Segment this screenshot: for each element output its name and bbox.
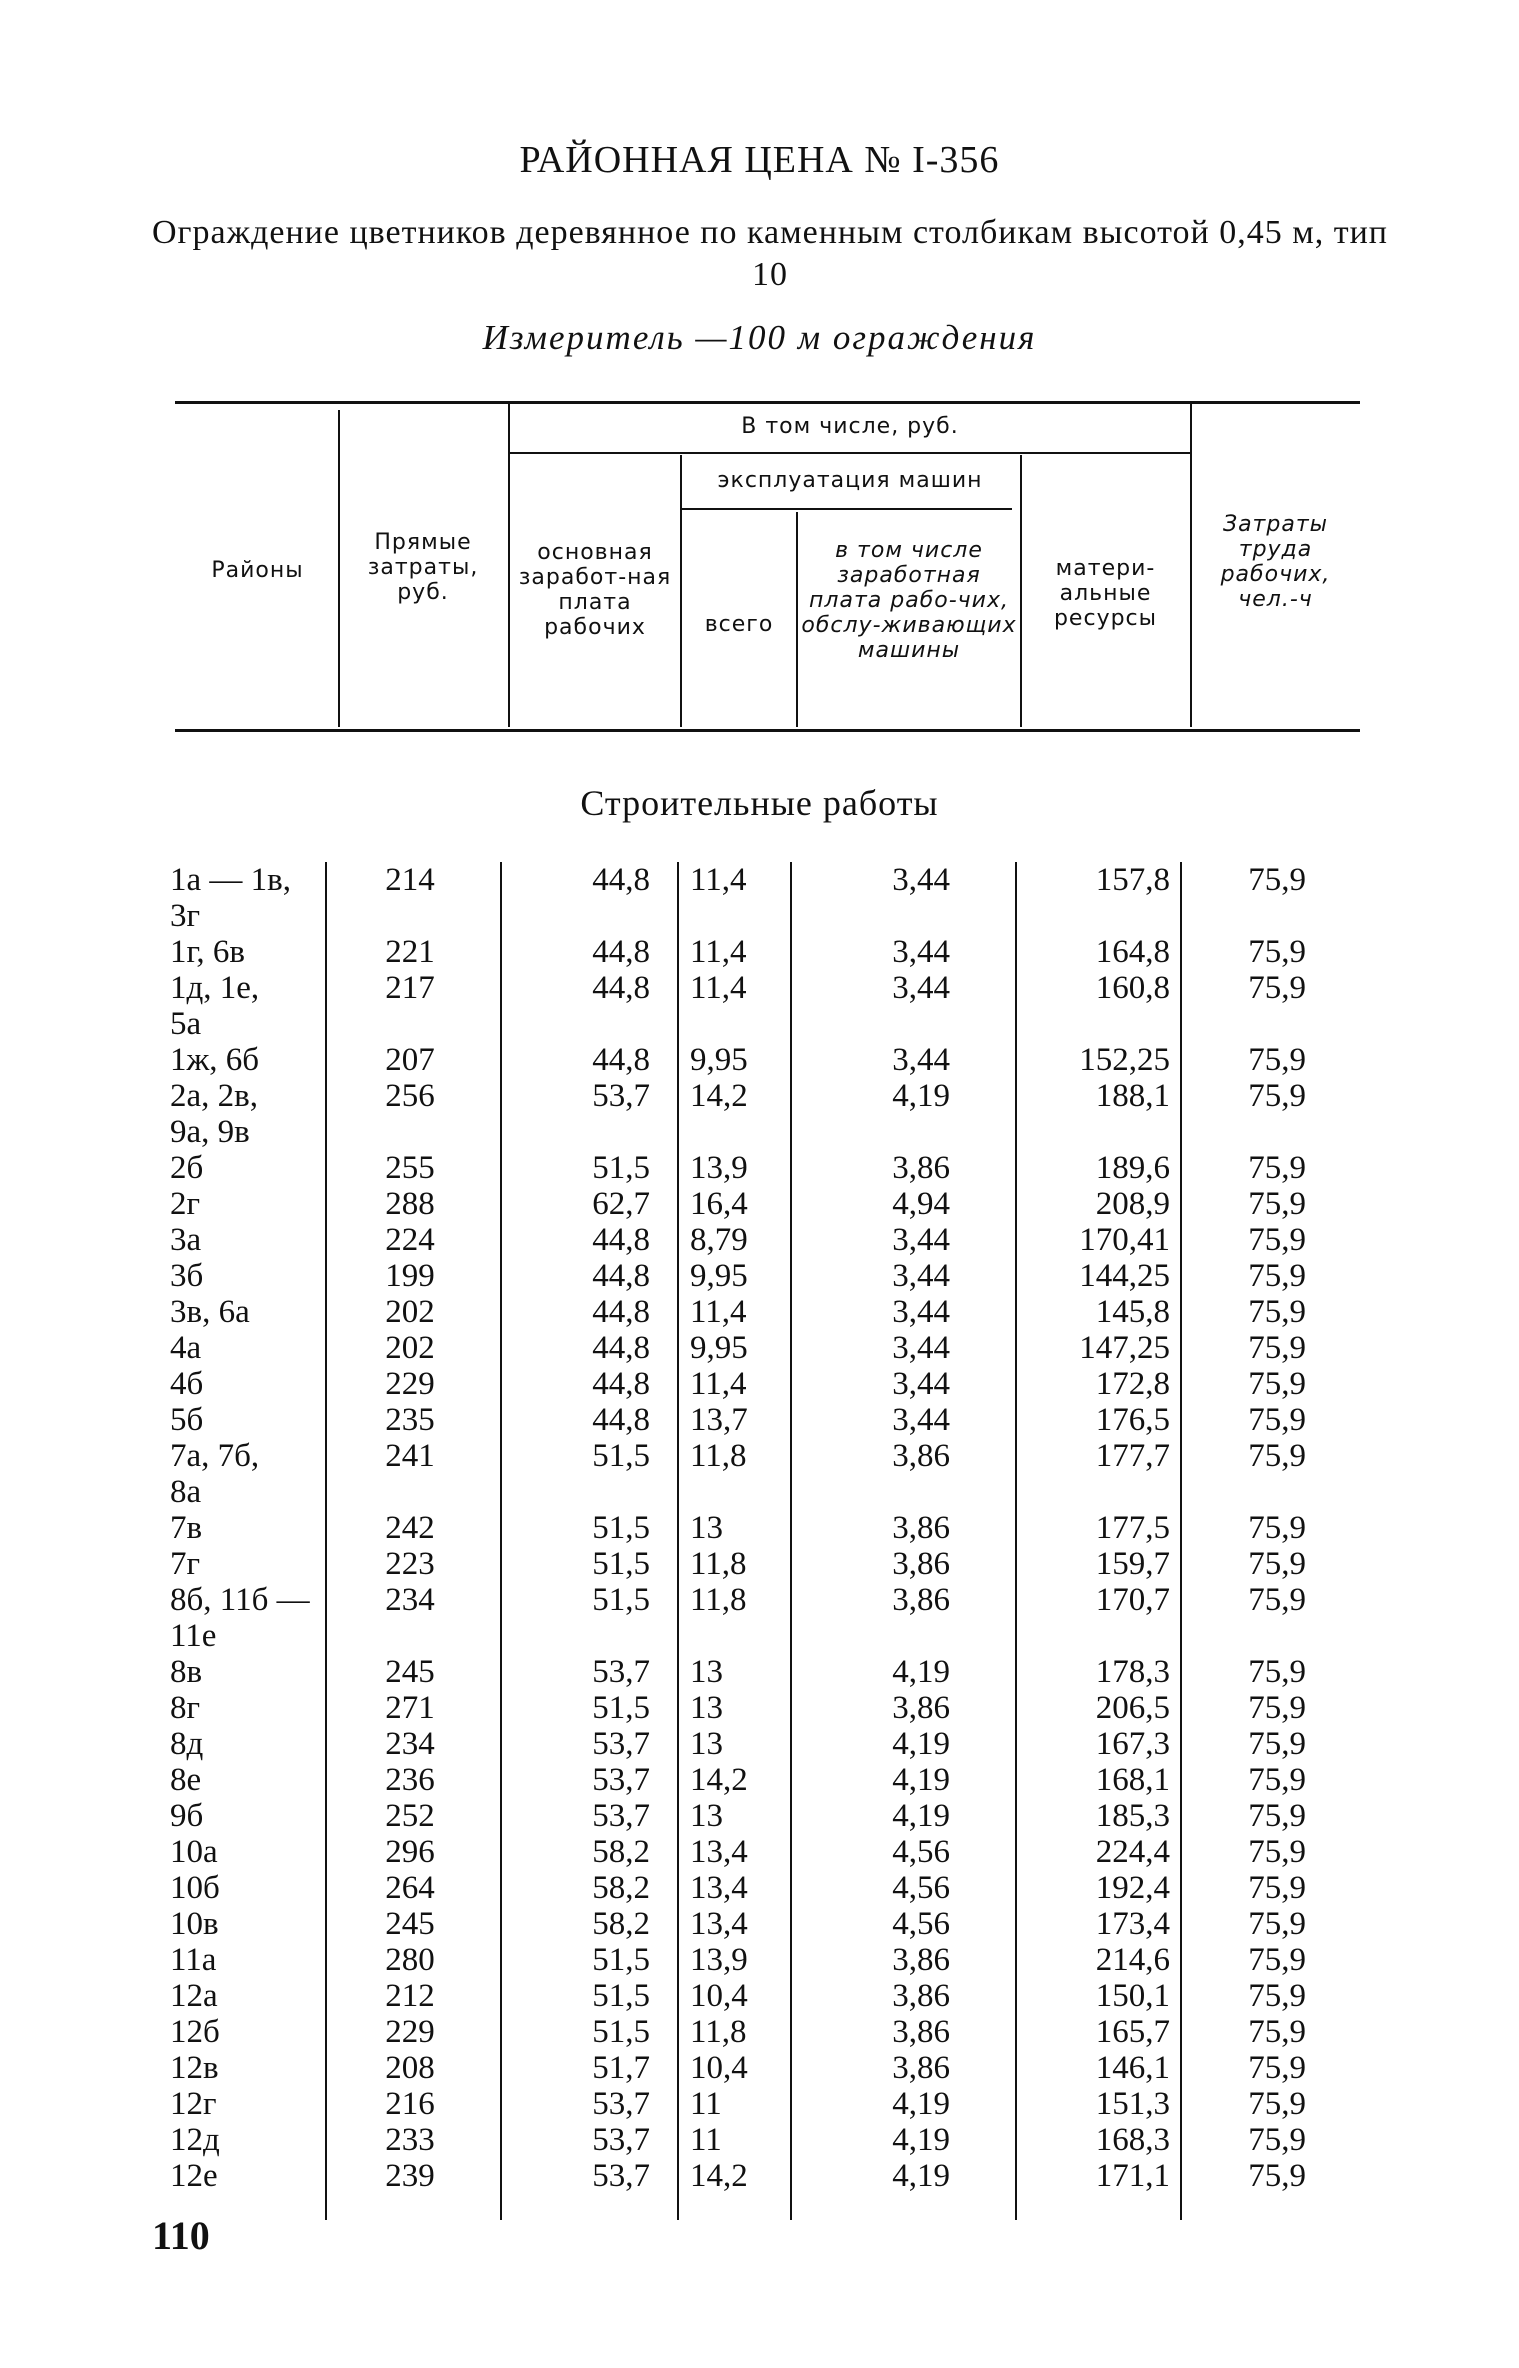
cell-incl-wage: 3,86: [892, 1690, 950, 1726]
cell-direct: 207: [385, 1042, 435, 1078]
cell-machines-total: 11,4: [690, 862, 747, 898]
cell-incl-wage: 3,86: [892, 1978, 950, 2014]
cell-direct: 216: [385, 2086, 435, 2122]
cell-labor: 75,9: [1248, 934, 1306, 970]
cell-region: 7в: [170, 1510, 203, 1546]
cell-machines-total: 8,79: [690, 1222, 748, 1258]
cell-incl-wage: 3,86: [892, 1510, 950, 1546]
cell-direct: 241: [385, 1438, 435, 1474]
cell-machines-total: 13: [690, 1510, 723, 1546]
cell-materials: 206,5: [1095, 1690, 1170, 1726]
cell-labor: 75,9: [1248, 1078, 1306, 1114]
table-row: [0, 1330, 1519, 1366]
header-divider: [796, 512, 798, 727]
cell-base-wage: 44,8: [592, 1366, 650, 1402]
cell-region: 7а, 7б,: [170, 1438, 260, 1474]
cell-direct: 264: [385, 1870, 435, 1906]
cell-region: 3в, 6а: [170, 1294, 250, 1330]
cell-direct: 256: [385, 1078, 435, 1114]
cell-labor: 75,9: [1248, 2014, 1306, 2050]
cell-incl-wage: 3,86: [892, 1942, 950, 1978]
cell-region: 10в: [170, 1906, 219, 1942]
machines-rule: [682, 508, 1012, 510]
cell-labor: 75,9: [1248, 1042, 1306, 1078]
cell-direct: 245: [385, 1654, 435, 1690]
col-header-machines: эксплуатация машин: [717, 468, 983, 493]
cell-machines-total: 13,7: [690, 1402, 748, 1438]
cell-incl-wage: 3,86: [892, 1438, 950, 1474]
cell-labor: 75,9: [1248, 1150, 1306, 1186]
cell-labor: 75,9: [1248, 970, 1306, 1006]
cell-materials: 164,8: [1095, 934, 1170, 970]
cell-base-wage: 53,7: [592, 1078, 650, 1114]
cell-labor: 75,9: [1248, 2086, 1306, 2122]
cell-region: 5а: [170, 1006, 202, 1042]
cell-region: 2г: [170, 1186, 201, 1222]
cell-materials: 150,1: [1095, 1978, 1170, 2014]
cell-machines-total: 14,2: [690, 1078, 748, 1114]
cell-region: 1д, 1е,: [170, 970, 260, 1006]
cell-incl-wage: 4,19: [892, 2086, 950, 2122]
cell-materials: 172,8: [1095, 1366, 1170, 1402]
cell-labor: 75,9: [1248, 1438, 1306, 1474]
cell-direct: 236: [385, 1762, 435, 1798]
cell-materials: 214,6: [1095, 1942, 1170, 1978]
cell-base-wage: 51,5: [592, 1582, 650, 1618]
cell-base-wage: 44,8: [592, 1294, 650, 1330]
cell-labor: 75,9: [1248, 1906, 1306, 1942]
cell-materials: 189,6: [1095, 1150, 1170, 1186]
cell-base-wage: 51,5: [592, 1978, 650, 2014]
cell-region: 3г: [170, 898, 201, 934]
cell-incl-wage: 4,56: [892, 1906, 950, 1942]
cell-direct: 212: [385, 1978, 435, 2014]
cell-machines-total: 16,4: [690, 1186, 748, 1222]
cell-labor: 75,9: [1248, 1690, 1306, 1726]
cell-materials: 165,7: [1095, 2014, 1170, 2050]
cell-machines-total: 13,4: [690, 1870, 748, 1906]
cell-direct: 229: [385, 1366, 435, 1402]
cell-region: 12е: [170, 2158, 218, 2194]
table-row: [0, 1582, 1519, 1654]
cell-labor: 75,9: [1248, 2122, 1306, 2158]
table-row: [0, 1294, 1519, 1330]
cell-base-wage: 44,8: [592, 1042, 650, 1078]
cell-materials: 144,25: [1079, 1258, 1170, 1294]
cell-machines-total: 13,4: [690, 1906, 748, 1942]
cell-incl-wage: 3,44: [892, 862, 950, 898]
cell-base-wage: 51,5: [592, 1438, 650, 1474]
cell-machines-total: 13: [690, 1690, 723, 1726]
col-header-labor: Затраты труда рабочих, чел.-ч: [1220, 512, 1331, 612]
cell-machines-total: 11,8: [690, 1438, 747, 1474]
cell-direct: 288: [385, 1186, 435, 1222]
cell-region: 11е: [170, 1618, 217, 1654]
cell-region: 8б, 11б —: [170, 1582, 310, 1618]
cell-materials: 167,3: [1095, 1726, 1170, 1762]
cell-labor: 75,9: [1248, 1582, 1306, 1618]
cell-machines-total: 11: [690, 2086, 722, 2122]
cell-incl-wage: 3,44: [892, 934, 950, 970]
cell-direct: 252: [385, 1798, 435, 1834]
cell-materials: 170,7: [1095, 1582, 1170, 1618]
cell-direct: 242: [385, 1510, 435, 1546]
cell-region: 7г: [170, 1546, 201, 1582]
page-number: 110: [152, 2213, 210, 2258]
table-header-bottom-rule: [175, 729, 1360, 732]
cell-direct: 202: [385, 1294, 435, 1330]
cell-labor: 75,9: [1248, 1294, 1306, 1330]
cell-base-wage: 58,2: [592, 1870, 650, 1906]
cell-materials: 177,5: [1095, 1510, 1170, 1546]
measure-unit: Измеритель —100 м ограждения: [482, 318, 1037, 357]
cell-labor: 75,9: [1248, 2050, 1306, 2086]
cell-incl-wage: 3,86: [892, 2050, 950, 2086]
cell-materials: 147,25: [1079, 1330, 1170, 1366]
cell-base-wage: 44,8: [592, 1222, 650, 1258]
table-row: [0, 2014, 1519, 2050]
cell-direct: 235: [385, 1402, 435, 1438]
cell-machines-total: 11: [690, 2122, 722, 2158]
cell-materials: 185,3: [1095, 1798, 1170, 1834]
table-row: [0, 1834, 1519, 1870]
cell-machines-total: 10,4: [690, 1978, 748, 2014]
col-header-incl-wage: в том числе заработная плата рабо-чих, обслу-живающих машины: [801, 538, 1017, 663]
col-header-materials: матери-альные ресурсы: [1053, 556, 1158, 631]
including-rule: [510, 452, 1190, 454]
table-row: [0, 934, 1519, 970]
cell-direct: 217: [385, 970, 435, 1006]
cell-materials: 157,8: [1095, 862, 1170, 898]
cell-direct: 239: [385, 2158, 435, 2194]
cell-region: 9б: [170, 1798, 204, 1834]
cell-region: 5б: [170, 1402, 204, 1438]
cell-region: 2а, 2в,: [170, 1078, 258, 1114]
table-row: [0, 1978, 1519, 2014]
cell-machines-total: 13,9: [690, 1150, 748, 1186]
cell-incl-wage: 4,19: [892, 2122, 950, 2158]
cell-labor: 75,9: [1248, 1510, 1306, 1546]
cell-materials: 151,3: [1095, 2086, 1170, 2122]
cell-direct: 224: [385, 1222, 435, 1258]
cell-region: 3а: [170, 1222, 202, 1258]
cell-base-wage: 51,5: [592, 1150, 650, 1186]
cell-labor: 75,9: [1248, 1870, 1306, 1906]
cell-direct: 271: [385, 1690, 435, 1726]
cell-materials: 176,5: [1095, 1402, 1170, 1438]
cell-labor: 75,9: [1248, 1726, 1306, 1762]
cell-labor: 75,9: [1248, 1402, 1306, 1438]
cell-incl-wage: 3,44: [892, 1258, 950, 1294]
cell-labor: 75,9: [1248, 1330, 1306, 1366]
cell-base-wage: 53,7: [592, 1762, 650, 1798]
cell-labor: 75,9: [1248, 1978, 1306, 2014]
cell-incl-wage: 3,86: [892, 1582, 950, 1618]
cell-materials: 177,7: [1095, 1438, 1170, 1474]
cell-materials: 173,4: [1095, 1906, 1170, 1942]
cell-machines-total: 11,4: [690, 1366, 747, 1402]
cell-region: 1г, 6в: [170, 934, 245, 970]
cell-base-wage: 53,7: [592, 1726, 650, 1762]
cell-base-wage: 44,8: [592, 934, 650, 970]
cell-direct: 245: [385, 1906, 435, 1942]
cell-labor: 75,9: [1248, 1546, 1306, 1582]
col-header-including: В том числе, руб.: [741, 414, 959, 439]
cell-materials: 192,4: [1095, 1870, 1170, 1906]
cell-labor: 75,9: [1248, 1762, 1306, 1798]
cell-region: 11а: [170, 1942, 217, 1978]
cell-machines-total: 13,4: [690, 1834, 748, 1870]
cell-base-wage: 53,7: [592, 1654, 650, 1690]
cell-machines-total: 11,8: [690, 1546, 747, 1582]
cell-base-wage: 53,7: [592, 1798, 650, 1834]
cell-direct: 214: [385, 862, 435, 898]
table-row: [0, 1870, 1519, 1906]
cell-region: 8е: [170, 1762, 202, 1798]
cell-materials: 170,41: [1079, 1222, 1170, 1258]
cell-region: 8г: [170, 1690, 201, 1726]
table-row: [0, 862, 1519, 934]
cell-materials: 152,25: [1079, 1042, 1170, 1078]
cell-incl-wage: 3,44: [892, 1294, 950, 1330]
cell-incl-wage: 3,86: [892, 1150, 950, 1186]
header-divider: [338, 410, 340, 727]
cell-region: 8а: [170, 1474, 202, 1510]
table-row: [0, 2086, 1519, 2122]
cell-direct: 202: [385, 1330, 435, 1366]
cell-materials: 171,1: [1095, 2158, 1170, 2194]
cell-region: 12в: [170, 2050, 219, 2086]
cell-base-wage: 58,2: [592, 1834, 650, 1870]
col-header-direct: Прямые затраты, руб.: [367, 530, 479, 605]
cell-incl-wage: 4,19: [892, 1798, 950, 1834]
cell-materials: 224,4: [1095, 1834, 1170, 1870]
cell-machines-total: 13: [690, 1654, 723, 1690]
cell-direct: 296: [385, 1834, 435, 1870]
cell-labor: 75,9: [1248, 1258, 1306, 1294]
cell-labor: 75,9: [1248, 1654, 1306, 1690]
cell-direct: 233: [385, 2122, 435, 2158]
cell-incl-wage: 3,44: [892, 1042, 950, 1078]
section-title: Строительные работы: [580, 783, 939, 823]
cell-machines-total: 14,2: [690, 2158, 748, 2194]
cell-base-wage: 44,8: [592, 1402, 650, 1438]
cell-machines-total: 11,4: [690, 1294, 747, 1330]
cell-materials: 146,1: [1095, 2050, 1170, 2086]
cell-base-wage: 51,5: [592, 1510, 650, 1546]
cell-incl-wage: 3,44: [892, 1330, 950, 1366]
table-row: [0, 2122, 1519, 2158]
table-row: [0, 1222, 1519, 1258]
cell-base-wage: 53,7: [592, 2158, 650, 2194]
cell-materials: 208,9: [1095, 1186, 1170, 1222]
table-row: [0, 1690, 1519, 1726]
page-title: РАЙОННАЯ ЦЕНА № I-356: [519, 139, 1000, 181]
cell-region: 9а, 9в: [170, 1114, 250, 1150]
cell-direct: 234: [385, 1726, 435, 1762]
table-row: [0, 1186, 1519, 1222]
cell-materials: 168,3: [1095, 2122, 1170, 2158]
table-row: [0, 1402, 1519, 1438]
page-subtitle: Ограждение цветников деревянное по каменным столбикам высотой 0,45 м, тип 10: [152, 214, 1388, 293]
cell-machines-total: 13: [690, 1798, 723, 1834]
cell-incl-wage: 4,56: [892, 1834, 950, 1870]
cell-machines-total: 11,4: [690, 934, 747, 970]
cell-incl-wage: 4,94: [892, 1186, 950, 1222]
cell-materials: 168,1: [1095, 1762, 1170, 1798]
cell-incl-wage: 3,44: [892, 1222, 950, 1258]
cell-machines-total: 10,4: [690, 2050, 748, 2086]
cell-machines-total: 13: [690, 1726, 723, 1762]
cell-materials: 159,7: [1095, 1546, 1170, 1582]
cell-materials: 188,1: [1095, 1078, 1170, 1114]
col-header-machines-total: всего: [704, 612, 774, 637]
table-top-rule: [175, 401, 1360, 404]
cell-incl-wage: 4,19: [892, 1726, 950, 1762]
cell-region: 12а: [170, 1978, 218, 2014]
cell-region: 3б: [170, 1258, 204, 1294]
cell-base-wage: 51,5: [592, 2014, 650, 2050]
cell-incl-wage: 3,86: [892, 2014, 950, 2050]
cell-region: 10б: [170, 1870, 220, 1906]
cell-region: 12б: [170, 2014, 220, 2050]
header-divider: [680, 455, 682, 727]
cell-labor: 75,9: [1248, 1798, 1306, 1834]
cell-base-wage: 51,5: [592, 1942, 650, 1978]
cell-incl-wage: 4,19: [892, 1654, 950, 1690]
cell-direct: 229: [385, 2014, 435, 2050]
table-row: [0, 1798, 1519, 1834]
cell-incl-wage: 3,44: [892, 970, 950, 1006]
table-row: [0, 2158, 1519, 2194]
cell-base-wage: 51,7: [592, 2050, 650, 2086]
cell-base-wage: 44,8: [592, 1330, 650, 1366]
cell-labor: 75,9: [1248, 2158, 1306, 2194]
cell-region: 12г: [170, 2086, 217, 2122]
cell-base-wage: 51,5: [592, 1690, 650, 1726]
cell-incl-wage: 3,86: [892, 1546, 950, 1582]
table-row: [0, 1042, 1519, 1078]
cell-region: 2б: [170, 1150, 204, 1186]
cell-base-wage: 53,7: [592, 2122, 650, 2158]
cell-machines-total: 9,95: [690, 1330, 748, 1366]
cell-incl-wage: 4,19: [892, 1078, 950, 1114]
cell-base-wage: 62,7: [592, 1186, 650, 1222]
table-row: [0, 1654, 1519, 1690]
cell-direct: 234: [385, 1582, 435, 1618]
cell-base-wage: 44,8: [592, 862, 650, 898]
table-row: [0, 1150, 1519, 1186]
cell-region: 4б: [170, 1366, 204, 1402]
cell-region: 10а: [170, 1834, 218, 1870]
cell-base-wage: 53,7: [592, 2086, 650, 2122]
cell-incl-wage: 4,19: [892, 1762, 950, 1798]
cell-machines-total: 11,8: [690, 1582, 747, 1618]
cell-incl-wage: 3,44: [892, 1366, 950, 1402]
cell-direct: 208: [385, 2050, 435, 2086]
table-row: [0, 1762, 1519, 1798]
header-divider: [1020, 455, 1022, 727]
cell-labor: 75,9: [1248, 1834, 1306, 1870]
table-row: [0, 1942, 1519, 1978]
cell-base-wage: 58,2: [592, 1906, 650, 1942]
table-row: [0, 1438, 1519, 1510]
cell-direct: 255: [385, 1150, 435, 1186]
table-row: [0, 1258, 1519, 1294]
col-header-regions: Районы: [211, 558, 304, 583]
cell-direct: 199: [385, 1258, 435, 1294]
cell-incl-wage: 3,44: [892, 1402, 950, 1438]
header-divider: [1190, 404, 1192, 727]
cell-labor: 75,9: [1248, 1186, 1306, 1222]
table-row: [0, 1726, 1519, 1762]
cell-base-wage: 51,5: [592, 1546, 650, 1582]
cell-materials: 145,8: [1095, 1294, 1170, 1330]
table-row: [0, 970, 1519, 1042]
cell-incl-wage: 4,56: [892, 1870, 950, 1906]
table-row: [0, 1906, 1519, 1942]
cell-labor: 75,9: [1248, 1222, 1306, 1258]
cell-region: 1а — 1в,: [170, 862, 291, 898]
cell-labor: 75,9: [1248, 1366, 1306, 1402]
cell-region: 1ж, 6б: [170, 1042, 260, 1078]
cell-region: 12д: [170, 2122, 220, 2158]
cell-materials: 160,8: [1095, 970, 1170, 1006]
cell-region: 4а: [170, 1330, 202, 1366]
cell-machines-total: 13,9: [690, 1942, 748, 1978]
cell-region: 8в: [170, 1654, 203, 1690]
cell-direct: 280: [385, 1942, 435, 1978]
cell-machines-total: 9,95: [690, 1258, 748, 1294]
header-divider: [508, 404, 510, 727]
cell-machines-total: 9,95: [690, 1042, 748, 1078]
cell-machines-total: 11,8: [690, 2014, 747, 2050]
table-row: [0, 1546, 1519, 1582]
cell-labor: 75,9: [1248, 862, 1306, 898]
cell-direct: 221: [385, 934, 435, 970]
table-row: [0, 1510, 1519, 1546]
col-header-base-wage: основная заработ-ная плата рабочих: [518, 540, 672, 640]
cell-base-wage: 44,8: [592, 1258, 650, 1294]
cell-machines-total: 14,2: [690, 1762, 748, 1798]
table-row: [0, 2050, 1519, 2086]
table-row: [0, 1366, 1519, 1402]
cell-materials: 178,3: [1095, 1654, 1170, 1690]
cell-base-wage: 44,8: [592, 970, 650, 1006]
cell-machines-total: 11,4: [690, 970, 747, 1006]
cell-labor: 75,9: [1248, 1942, 1306, 1978]
table-row: [0, 1078, 1519, 1150]
cell-region: 8д: [170, 1726, 204, 1762]
cell-direct: 223: [385, 1546, 435, 1582]
cell-incl-wage: 4,19: [892, 2158, 950, 2194]
